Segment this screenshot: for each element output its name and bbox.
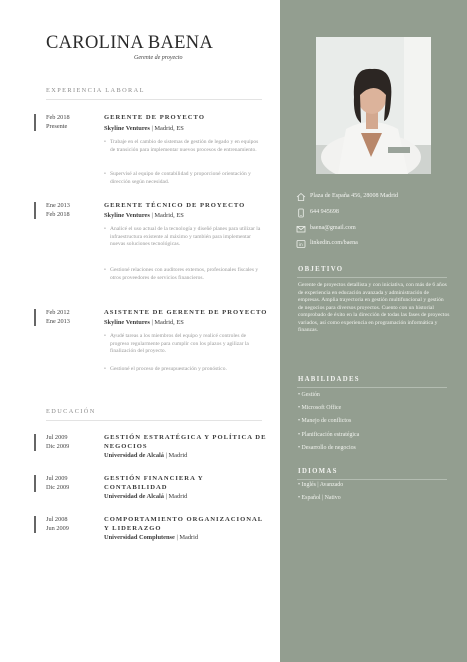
skill-text: Manejo de conflictos	[301, 418, 352, 424]
entry-marker	[34, 202, 36, 219]
mail-icon	[296, 224, 306, 234]
linkedin-icon	[296, 239, 306, 249]
school	[104, 451, 187, 460]
section-divider	[297, 277, 447, 278]
job-title: GERENTE DE PROYECTO	[104, 114, 205, 121]
address-text: Plaza de España 456, 28008 Madrid	[310, 193, 398, 199]
job-title: ASISTENTE DE GERENTE DE PROYECTO	[104, 309, 268, 316]
entry-marker	[34, 114, 36, 131]
skill-item: • Gestión	[298, 392, 320, 398]
entry-start-date: Ene 2013	[46, 202, 70, 209]
company-location: | Madrid, ES	[151, 319, 184, 326]
education-section-title: EDUCACIÓN	[46, 408, 96, 415]
entry-dates	[46, 474, 69, 492]
entry-marker	[34, 434, 36, 451]
entry-end-date: Dic 2009	[46, 443, 70, 450]
candidate-name: CAROLINA BAENA	[46, 33, 214, 53]
entry-marker	[34, 309, 36, 326]
language-item: • Español | Nativo	[298, 495, 341, 501]
portrait-illustration	[316, 37, 431, 174]
phone-text: 644 945698	[310, 209, 339, 215]
objective-text: Gerente de proyectos detallista y con iniciativa, con más de 6 años de experiencia en educación avanzada y administración de empresas. Amplia trayectoria en gestión multifuncional y gestión de negocios para diversos proyectos. Cuento con un historial comprobado de éxito en la dirección de todas las fases de proyectos variados, así como experiencia en programación informática y finanzas.	[298, 282, 450, 333]
company-location: | Madrid, ES	[151, 212, 184, 219]
entry-end-date: Feb 2018	[46, 211, 70, 218]
skill-item: • Desarrollo de negocios	[298, 445, 356, 451]
entry-start-date: Jul 2008	[46, 516, 68, 523]
entry-marker	[34, 475, 36, 492]
entry-end-date: Dic 2009	[46, 484, 70, 491]
language-text: Español | Nativo	[301, 495, 341, 501]
skill-text: Desarrollo de negocios	[301, 445, 356, 451]
entry-dates	[46, 515, 69, 533]
skill-text: Planificación estratégica	[301, 432, 360, 438]
svg-text:in: in	[298, 243, 303, 249]
school-location: | Madrid	[165, 452, 188, 459]
job-bullet	[104, 139, 264, 154]
bullet-text: Ayudé tareas a los miembros del equipo y realicé controles de progreso regularmente para cumplir con los plazos y agilizar la finalización del proyecto.	[110, 333, 249, 355]
entry-start-date: Feb 2018	[46, 114, 70, 121]
skills-title: HABILIDADES	[298, 376, 360, 383]
skill-text: Microsoft Office	[301, 405, 342, 411]
skill-item: • Microsoft Office	[298, 405, 342, 411]
experience-section-title: EXPERIENCIA LABORAL	[46, 87, 145, 94]
job-bullet	[104, 171, 264, 186]
bullet-text: Supervisé al equipo de contabilidad y proporcioné orientación y dirección según necesidad.	[110, 171, 251, 185]
bullet-dot: •	[104, 139, 106, 145]
bullet-text: Gestioné relaciones con auditores externos, profesionales fiscales y otros proveedores de servicios financieros.	[110, 267, 259, 281]
entry-dates	[46, 201, 70, 219]
bullet-dot: •	[104, 366, 106, 372]
school-name: Universidad de Alcalá	[104, 452, 165, 459]
home-icon	[296, 192, 306, 202]
bullet-dot: •	[104, 267, 106, 273]
entry-dates	[46, 433, 69, 451]
candidate-role: Gerente de proyecto	[134, 55, 183, 61]
degree-title: COMPORTAMIENTO ORGANIZACIONAL Y LIDERAZGO	[104, 516, 263, 532]
skill-text: Gestión	[301, 392, 320, 398]
bullet-dot: •	[104, 333, 106, 339]
job-company	[104, 124, 184, 133]
language-text: Inglés | Avanzado	[301, 482, 344, 488]
section-divider	[297, 387, 447, 388]
company-name: Skyline Ventures	[104, 212, 150, 219]
job-company	[104, 211, 184, 220]
section-divider	[46, 420, 262, 421]
bullet-text: Gestioné el proceso de presupuestación y pronóstico.	[110, 366, 227, 372]
bullet-dot: •	[104, 226, 106, 232]
entry-start-date: Jul 2009	[46, 475, 68, 482]
degree-title: GESTIÓN ESTRATÉGICA Y POLÍTICA DE NEGOCIOS	[104, 434, 267, 450]
language-item: • Inglés | Avanzado	[298, 482, 344, 488]
objective-title: OBJETIVO	[298, 266, 344, 273]
school-name: Universidad de Alcalá	[104, 493, 165, 500]
entry-start-date: Jul 2009	[46, 434, 68, 441]
entry-start-date: Feb 2012	[46, 309, 70, 316]
section-divider	[46, 99, 262, 100]
languages-title: IDIOMAS	[298, 468, 338, 475]
skill-item: • Planificación estratégica	[298, 432, 360, 438]
job-company	[104, 318, 184, 327]
entry-dates	[46, 308, 70, 326]
entry-end-date: Ene 2013	[46, 318, 70, 325]
degree-title: GESTIÓN FINANCIERA Y CONTABILIDAD	[104, 475, 204, 491]
skill-item: • Manejo de conflictos	[298, 418, 352, 424]
school	[104, 533, 198, 542]
bullet-text: Analicé el uso actual de la tecnología y diseñé planes para utilizar la infraestructura existente al máximo y también para implementar nuevas soluciones tecnológicas.	[110, 226, 261, 248]
job-bullet	[104, 267, 264, 282]
entry-end-date: Presente	[46, 123, 68, 130]
company-name: Skyline Ventures	[104, 319, 150, 326]
bullet-text: Trabaje en el cambio de sistemas de gestión de legado y en equipos de transición para implementar nuevos procesos de entrenamiento.	[110, 139, 259, 153]
entry-marker	[34, 516, 36, 533]
school-name: Universidad Complutense	[104, 534, 175, 541]
entry-dates	[46, 113, 70, 131]
school	[104, 492, 187, 501]
school-location: | Madrid	[176, 534, 199, 541]
job-bullet	[104, 333, 264, 356]
job-bullet	[104, 366, 264, 374]
entry-end-date: Jun 2009	[46, 525, 69, 532]
section-divider	[297, 479, 447, 480]
bullet-dot: •	[104, 171, 106, 177]
job-title: GERENTE TÉCNICO DE PROYECTO	[104, 202, 246, 209]
profile-photo	[316, 37, 431, 174]
school-location: | Madrid	[165, 493, 188, 500]
linkedin-text[interactable]: linkedin.com/baena	[310, 240, 358, 246]
phone-icon	[296, 208, 306, 218]
email-text[interactable]: baena@gmail.com	[310, 225, 356, 231]
company-location: | Madrid, ES	[151, 125, 184, 132]
job-bullet	[104, 226, 264, 249]
company-name: Skyline Ventures	[104, 125, 150, 132]
